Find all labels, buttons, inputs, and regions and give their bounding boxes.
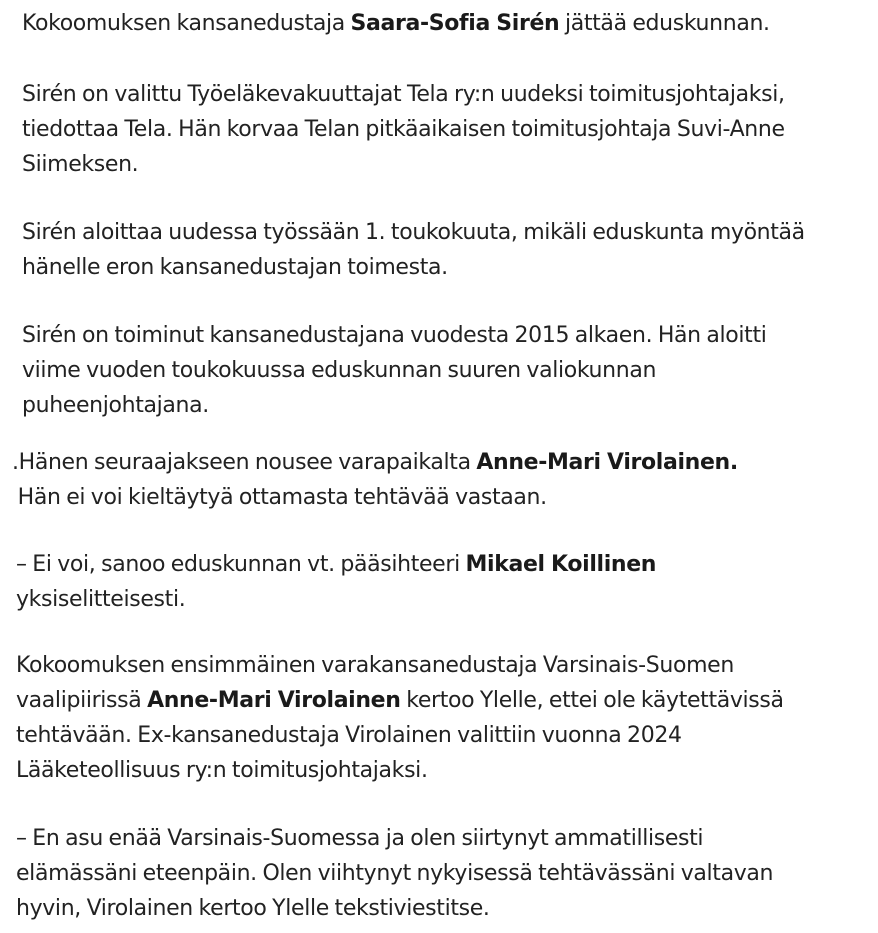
line: Sirén on toiminut kansanedustajana vuodesta 2015 alkaen. Hän aloitti: [22, 323, 767, 348]
text: .Hänen seuraajakseen nousee varapaikalta: [12, 450, 477, 475]
paragraph-4: [22, 318, 767, 423]
line: hyvin, Virolainen kertoo Ylelle tekstiviestitse.: [16, 896, 490, 921]
line: [16, 683, 784, 718]
paragraph-6: [16, 547, 656, 617]
paragraph-5: [12, 445, 738, 515]
line: hänelle eron kansanedustajan toimesta.: [22, 255, 448, 280]
text: kertoo Ylelle, ettei ole käytettävissä: [400, 688, 784, 713]
person-name-virolainen: Anne-Mari Virolainen: [147, 688, 401, 713]
line: yksiselitteisesti.: [16, 587, 186, 612]
person-name-koillinen: Mikael Koillinen: [465, 552, 657, 577]
line: Hän ei voi kieltäytyä ottamasta tehtävää vastaan.: [12, 485, 547, 510]
text: Kokoomuksen kansanedustaja: [22, 11, 351, 36]
text: jättää eduskunnan.: [559, 11, 770, 36]
line: Lääketeollisuus ry:n toimitusjohtajaksi.: [16, 758, 428, 783]
line: elämässäni eteenpäin. Olen viihtynyt nykyisessä tehtävässäni valtavan: [16, 861, 774, 886]
line: [12, 445, 738, 480]
line: Kokoomuksen ensimmäinen varakansanedustaja Varsinais-Suomen: [16, 653, 734, 678]
paragraph-2: [22, 77, 785, 182]
line: Siimeksen.: [22, 152, 139, 177]
paragraph-8: [16, 821, 773, 926]
line: [22, 6, 770, 41]
line: – En asu enää Varsinais-Suomessa ja olen siirtynyt ammatillisesti: [16, 826, 704, 851]
line: tiedottaa Tela. Hän korvaa Telan pitkäaikaisen toimitusjohtaja Suvi-Anne: [22, 117, 785, 142]
line: viime vuoden toukokuussa eduskunnan suuren valiokunnan: [22, 358, 657, 383]
text: – Ei voi, sanoo eduskunnan vt. pääsihteeri: [16, 552, 466, 577]
line: Sirén aloittaa uudessa työssään 1. toukokuuta, mikäli eduskunta myöntää: [22, 220, 805, 245]
line: Sirén on valittu Työeläkevakuuttajat Tela ry:n uudeksi toimitusjohtajaksi,: [22, 82, 785, 107]
paragraph-1: [22, 6, 770, 41]
person-name-siren: Saara-Sofia Sirén: [350, 11, 560, 36]
paragraph-7: [16, 648, 784, 788]
person-name-virolainen: Anne-Mari Virolainen.: [476, 450, 738, 475]
line: puheenjohtajana.: [22, 393, 209, 418]
line: [16, 547, 656, 582]
paragraph-3: [22, 215, 805, 285]
text: vaalipiirissä: [16, 688, 148, 713]
line: tehtävään. Ex-kansanedustaja Virolainen valittiin vuonna 2024: [16, 723, 682, 748]
